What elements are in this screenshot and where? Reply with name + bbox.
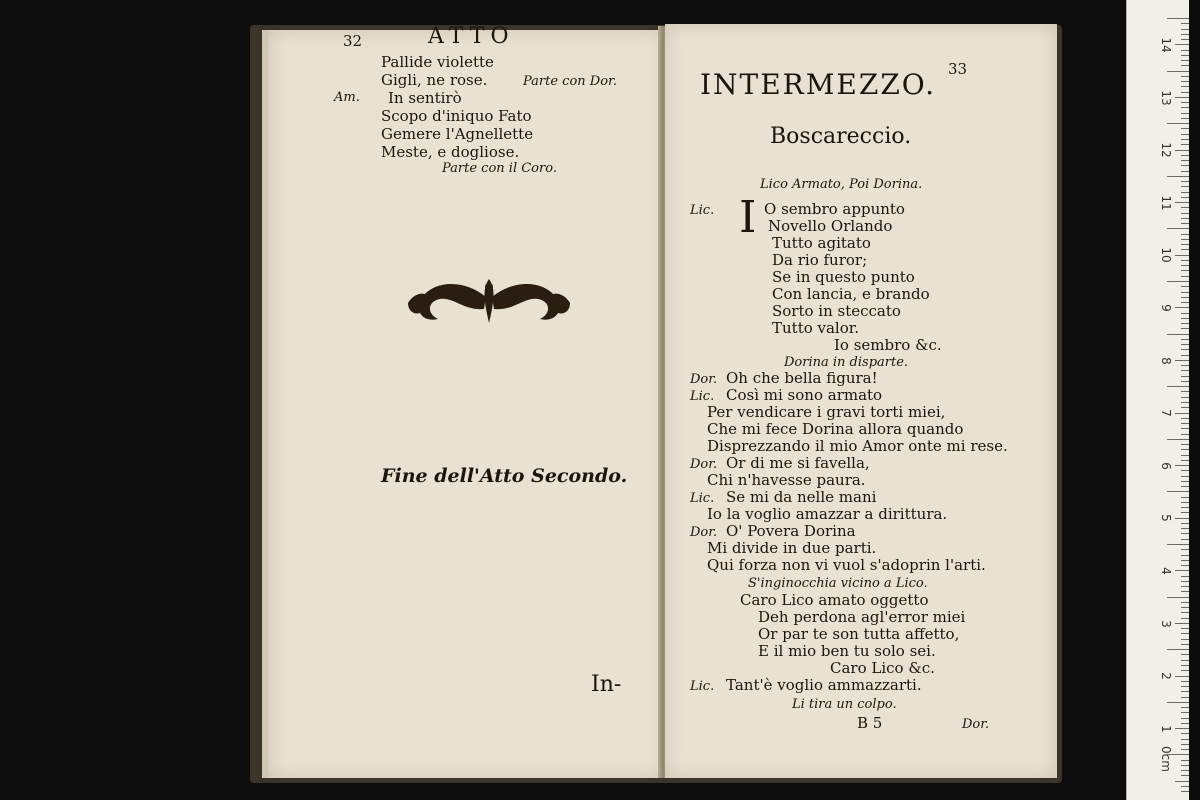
dialogue-line: O' Povera Dorina	[726, 522, 856, 540]
ruler-tick	[1181, 270, 1189, 271]
dialogue-line: Chi n'havesse paura.	[707, 471, 866, 489]
ruler-tick	[1181, 213, 1189, 214]
ruler-tick	[1175, 150, 1189, 151]
ruler-tick	[1181, 639, 1189, 640]
ruler-tick	[1181, 107, 1189, 108]
ruler-tick	[1181, 470, 1189, 471]
ruler-tick	[1175, 623, 1189, 624]
ruler-tick	[1167, 123, 1189, 124]
ruler-tick	[1181, 691, 1189, 692]
left-running-head: ATTO	[428, 24, 515, 49]
ruler-tick	[1181, 654, 1189, 655]
ruler-tick	[1167, 71, 1189, 72]
da-capo-line: Caro Lico &c.	[830, 659, 935, 677]
ruler-tick	[1181, 618, 1189, 619]
ruler-number: 2	[1159, 672, 1173, 680]
speaker-label: Dor.	[690, 525, 718, 540]
ruler-tick	[1181, 533, 1189, 534]
ruler-tick	[1181, 171, 1189, 172]
ruler-tick	[1181, 134, 1189, 135]
right-catchword: Dor.	[962, 717, 990, 732]
ruler-number: 13	[1159, 89, 1173, 106]
ruler-number: 1	[1159, 724, 1173, 733]
ruler-number: 3	[1159, 619, 1173, 628]
ruler-tick	[1181, 476, 1189, 477]
ruler-tick	[1167, 334, 1189, 335]
measuring-ruler	[1126, 0, 1189, 800]
ruler-tick	[1181, 381, 1189, 382]
ruler-tick	[1181, 292, 1189, 293]
verse-line: Meste, e dogliose.	[381, 143, 520, 161]
aria-line: Tutto valor.	[772, 319, 860, 337]
ruler-tick	[1181, 539, 1189, 540]
speaker-label: Lic.	[690, 679, 715, 694]
ruler-tick	[1181, 302, 1189, 303]
ruler-tick	[1181, 23, 1189, 24]
stage-direction: Parte con il Coro.	[442, 161, 557, 176]
ruler-tick	[1181, 165, 1189, 166]
speaker-label: Dor.	[690, 372, 718, 387]
ruler-tick	[1181, 455, 1189, 456]
ruler-tick	[1181, 497, 1189, 498]
ruler-tick	[1175, 676, 1189, 677]
left-catchword: In-	[591, 672, 622, 697]
ruler-number: 12	[1159, 142, 1173, 158]
ruler-tick	[1181, 723, 1189, 724]
aria-line: Novello Orlando	[768, 217, 893, 235]
aria-line: Da rio furor;	[772, 251, 868, 269]
ruler-tick	[1181, 239, 1189, 240]
ruler-tick	[1181, 765, 1189, 766]
speaker-label: Dor.	[690, 457, 718, 472]
ruler-tick	[1181, 265, 1189, 266]
ruler-tick	[1181, 444, 1189, 445]
stage-direction: Dorina in disparte.	[784, 355, 909, 370]
ruler-tick	[1181, 65, 1189, 66]
aria-line: E il mio ben tu solo sei.	[758, 642, 936, 660]
stage-direction: Li tira un colpo.	[792, 697, 897, 712]
ruler-tick	[1167, 439, 1189, 440]
ruler-tick	[1181, 297, 1189, 298]
ruler-tick	[1181, 434, 1189, 435]
aria-line: Sorto in steccato	[772, 302, 901, 320]
ruler-tick	[1181, 733, 1189, 734]
ruler-tick	[1181, 512, 1189, 513]
ruler-tick	[1181, 234, 1189, 235]
ruler-tick	[1181, 50, 1189, 51]
ruler-tick	[1181, 428, 1189, 429]
dialogue-line: Che mi fece Dorina allora quando	[707, 420, 964, 438]
ruler-tick	[1181, 423, 1189, 424]
ruler-tick	[1181, 612, 1189, 613]
dialogue-line: Io la voglio amazzar a dirittura.	[707, 505, 948, 523]
ruler-tick	[1181, 155, 1189, 156]
dialogue-line: Per vendicare i gravi torti miei,	[707, 403, 946, 421]
ruler-number: 11	[1159, 195, 1173, 211]
ruler-tick	[1175, 570, 1189, 571]
ruler-tick	[1181, 276, 1189, 277]
ruler-tick	[1181, 286, 1189, 287]
ruler-tick	[1181, 29, 1189, 30]
ruler-tick	[1181, 555, 1189, 556]
ruler-tick	[1181, 355, 1189, 356]
ruler-tick	[1181, 681, 1189, 682]
ruler-tick	[1175, 413, 1189, 414]
ruler-tick	[1181, 365, 1189, 366]
speaker-label: Lic.	[690, 203, 715, 218]
ruler-tick	[1181, 186, 1189, 187]
ruler-tick	[1181, 260, 1189, 261]
drop-capital: I	[739, 192, 757, 243]
ruler-tick	[1181, 244, 1189, 245]
dialogue-line: Mi divide in due parti.	[707, 539, 877, 557]
ruler-tick	[1181, 102, 1189, 103]
ruler-tick	[1181, 344, 1189, 345]
ruler-tick	[1181, 560, 1189, 561]
speaker-label: Lic.	[690, 389, 715, 404]
ruler-tick	[1167, 491, 1189, 492]
ruler-tick	[1181, 791, 1189, 792]
ruler-tick	[1175, 97, 1189, 98]
ruler-tick	[1181, 586, 1189, 587]
ruler-tick	[1181, 760, 1189, 761]
ruler-tick	[1167, 18, 1189, 19]
ruler-tick	[1175, 360, 1189, 361]
ruler-number: 6	[1159, 461, 1173, 470]
ruler-tick	[1181, 770, 1189, 771]
ruler-tick	[1175, 465, 1189, 466]
stage-direction: Parte con Dor.	[523, 74, 617, 89]
ruler-tick	[1181, 207, 1189, 208]
ruler-tick	[1181, 581, 1189, 582]
ruler-tick	[1181, 349, 1189, 350]
speaker-label: Am.	[334, 90, 360, 105]
ruler-tick	[1175, 307, 1189, 308]
ruler-tick	[1181, 249, 1189, 250]
ruler-tick	[1181, 76, 1189, 77]
ruler-tick	[1181, 633, 1189, 634]
aria-line: Con lancia, e brando	[772, 285, 930, 303]
ruler-tick	[1181, 370, 1189, 371]
ruler-tick	[1167, 544, 1189, 545]
ruler-tick	[1167, 649, 1189, 650]
speaker-label: Lic.	[690, 491, 715, 506]
aria-line: Tutto agitato	[772, 234, 871, 252]
ruler-tick	[1181, 318, 1189, 319]
ruler-tick	[1181, 502, 1189, 503]
ruler-number: 5	[1159, 514, 1173, 523]
ruler-tick	[1181, 376, 1189, 377]
ruler-tick	[1181, 113, 1189, 114]
ruler-tick	[1167, 702, 1189, 703]
intermezzo-title: INTERMEZZO.	[700, 68, 936, 101]
ruler-tick	[1181, 591, 1189, 592]
ruler-tick	[1181, 744, 1189, 745]
ruler-tick	[1181, 507, 1189, 508]
ruler-tick	[1175, 255, 1189, 256]
ruler-tick	[1181, 397, 1189, 398]
ruler-tick	[1167, 597, 1189, 598]
ruler-tick	[1181, 139, 1189, 140]
dialogue-line: Or di me si favella,	[726, 454, 870, 472]
ruler-number: 7	[1159, 409, 1173, 417]
left-page-number: 32	[343, 32, 363, 50]
ruler-tick	[1181, 749, 1189, 750]
ruler-unit-label: 0cm	[1158, 746, 1173, 772]
ruler-tick	[1181, 39, 1189, 40]
ruler-tick	[1181, 460, 1189, 461]
ruler-tick	[1181, 481, 1189, 482]
ruler-tick	[1181, 670, 1189, 671]
aria-line: Deh perdona agl'error miei	[758, 608, 966, 626]
ruler-tick	[1181, 718, 1189, 719]
cast-line: Lico Armato, Poi Dorina.	[760, 177, 923, 192]
dialogue-line: Così mi sono armato	[726, 386, 883, 404]
ruler-number: 14	[1159, 37, 1173, 53]
verse-line: Gemere l'Agnellette	[381, 125, 534, 143]
ruler-tick	[1175, 781, 1189, 782]
ruler-tick	[1181, 607, 1189, 608]
ruler-tick	[1181, 523, 1189, 524]
ruler-tick	[1181, 449, 1189, 450]
ruler-tick	[1181, 686, 1189, 687]
ruler-tick	[1181, 565, 1189, 566]
ruler-tick	[1181, 602, 1189, 603]
ruler-tick	[1181, 660, 1189, 661]
ruler-tick	[1181, 181, 1189, 182]
signature-mark: B 5	[857, 714, 883, 732]
ruler-number: 4	[1159, 567, 1173, 575]
ruler-tick	[1181, 528, 1189, 529]
ruler-number: 10	[1159, 247, 1173, 264]
ruler-tick	[1181, 92, 1189, 93]
dialogue-line: Se mi da nelle mani	[726, 488, 877, 506]
ruler-tick	[1181, 144, 1189, 145]
ruler-tick	[1167, 176, 1189, 177]
ruler-tick	[1175, 518, 1189, 519]
ruler-tick	[1167, 228, 1189, 229]
ruler-tick	[1181, 786, 1189, 787]
da-capo-line: Io sembro &c.	[834, 336, 942, 354]
dialogue-line: Disprezzando il mio Amor onte mi rese.	[707, 437, 1008, 455]
ruler-tick	[1181, 160, 1189, 161]
ruler-tick	[1181, 644, 1189, 645]
ruler-tick	[1181, 407, 1189, 408]
aria-line: Caro Lico amato oggetto	[740, 591, 929, 609]
ruler-number: 9	[1159, 304, 1173, 312]
ruler-tick	[1175, 44, 1189, 45]
ruler-tick	[1181, 418, 1189, 419]
verse-line: In sentirò	[388, 89, 462, 107]
ruler-tick	[1181, 628, 1189, 629]
ruler-tick	[1175, 202, 1189, 203]
ruler-tick	[1167, 386, 1189, 387]
ruler-tick	[1181, 197, 1189, 198]
right-page-number: 33	[948, 60, 968, 78]
ruler-tick	[1181, 391, 1189, 392]
ruler-tick	[1181, 486, 1189, 487]
ruler-tick	[1181, 81, 1189, 82]
act-end-text: Fine dell'Atto Secondo.	[381, 465, 628, 487]
aria-line: O sembro appunto	[764, 200, 905, 218]
verse-line: Gigli, ne rose.	[381, 71, 488, 89]
ruler-tick	[1181, 192, 1189, 193]
stage-direction: S'inginocchia vicino a Lico.	[748, 576, 928, 591]
ruler-tick	[1181, 223, 1189, 224]
ruler-tick	[1181, 339, 1189, 340]
ruler-tick	[1181, 60, 1189, 61]
dialogue-line: Tant'è voglio ammazzarti.	[726, 676, 922, 694]
ruler-tick	[1181, 665, 1189, 666]
ruler-tick	[1181, 775, 1189, 776]
ruler-tick	[1181, 707, 1189, 708]
ruler-tick	[1181, 218, 1189, 219]
ruler-tick	[1181, 402, 1189, 403]
ruler-tick	[1181, 55, 1189, 56]
ruler-tick	[1181, 549, 1189, 550]
ruler-tick	[1167, 281, 1189, 282]
dialogue-line: Oh che bella figura!	[726, 369, 878, 387]
ruler-tick	[1181, 128, 1189, 129]
ruler-tick	[1181, 323, 1189, 324]
aria-line: Or par te son tutta affetto,	[758, 625, 960, 643]
ruler-tick	[1175, 728, 1189, 729]
ruler-tick	[1181, 313, 1189, 314]
ruler-tick	[1181, 739, 1189, 740]
verse-line: Pallide violette	[381, 53, 494, 71]
verse-line: Scopo d'iniquo Fato	[381, 107, 532, 125]
ruler-tick	[1181, 712, 1189, 713]
aria-line: Se in questo punto	[772, 268, 915, 286]
ruler-number: 8	[1159, 356, 1173, 365]
ruler-tick	[1181, 328, 1189, 329]
ruler-tick	[1181, 697, 1189, 698]
intermezzo-subtitle: Boscareccio.	[770, 124, 912, 149]
ruler-tick	[1181, 86, 1189, 87]
ruler-tick	[1181, 576, 1189, 577]
ruler-tick	[1181, 118, 1189, 119]
printers-ornament	[404, 275, 574, 327]
ruler-tick	[1181, 34, 1189, 35]
dialogue-line: Qui forza non vi vuol s'adoprin l'arti.	[707, 556, 986, 574]
